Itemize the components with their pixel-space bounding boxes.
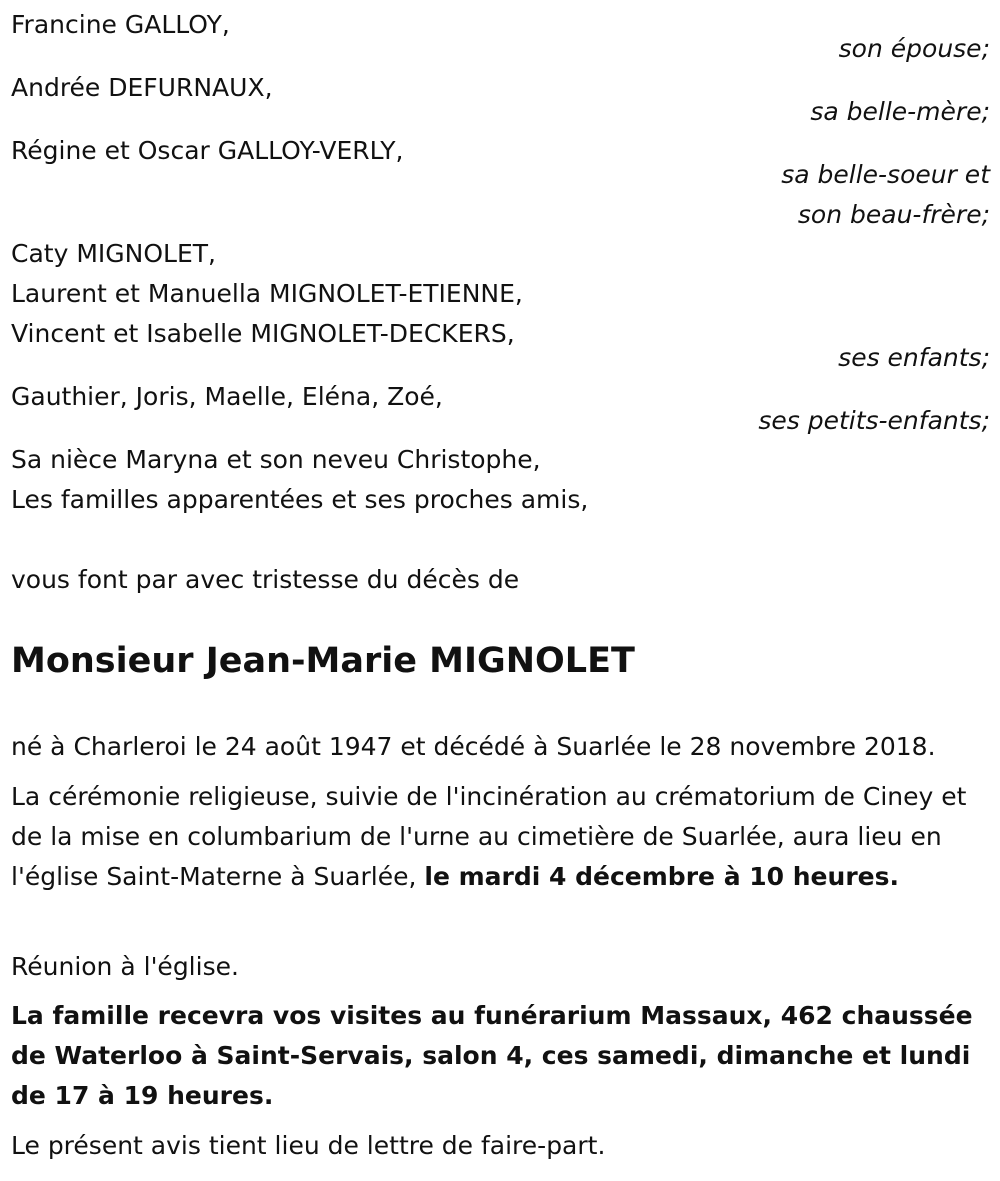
wife-name: Francine GALLOY, — [11, 10, 230, 39]
grandchildren-role: ses petits-enfants; — [758, 406, 990, 435]
mother-in-law-name: Andrée DEFURNAUX, — [11, 73, 273, 102]
child-2-name: Laurent et Manuella MIGNOLET-ETIENNE, — [11, 279, 523, 308]
meeting-text: Réunion à l'église. — [11, 952, 239, 981]
sister-in-law-role-1: sa belle-soeur et — [781, 160, 990, 189]
ceremony-paragraph — [11, 777, 990, 897]
child-3-name: Vincent et Isabelle MIGNOLET-DECKERS, — [11, 319, 515, 348]
visits-text: La famille recevra vos visites au funérarium Massaux, 462 chaussée de Waterloo à Saint-Servais, salon 4, ces samedi, dimanche et lundi de 17 à 19 heures. — [11, 1001, 973, 1110]
mother-in-law-role: sa belle-mère; — [810, 97, 990, 126]
ceremony-text: La cérémonie religieuse, suivie de l'incinération au crématorium de Ciney et de la mise en columbarium de l'urne au cimetière de Suarlée, aura lieu en l'église Saint-Materne à Suarlée, — [11, 782, 967, 891]
sister-in-law-role-2: son beau-frère; — [797, 200, 990, 229]
wife-role: son épouse; — [838, 34, 990, 63]
niece-nephew: Sa nièce Maryna et son neveu Christophe, — [11, 445, 541, 474]
birth-death-text: né à Charleroi le 24 août 1947 et décédé à Suarlée le 28 novembre 2018. — [11, 732, 936, 761]
child-1-name: Caty MIGNOLET, — [11, 239, 216, 268]
grandchildren-names: Gauthier, Joris, Maelle, Eléna, Zoé, — [11, 382, 443, 411]
closing-text: Le présent avis tient lieu de lettre de faire-part. — [11, 1131, 606, 1160]
sister-in-law-names: Régine et Oscar GALLOY-VERLY, — [11, 136, 404, 165]
children-role: ses enfants; — [838, 343, 990, 372]
ceremony-date: le mardi 4 décembre à 10 heures. — [424, 862, 899, 891]
deceased-name: Monsieur Jean-Marie MIGNOLET — [11, 641, 635, 681]
relatives: Les familles apparentées et ses proches amis, — [11, 485, 589, 514]
intro-text: vous font par avec tristesse du décès de — [11, 565, 520, 594]
